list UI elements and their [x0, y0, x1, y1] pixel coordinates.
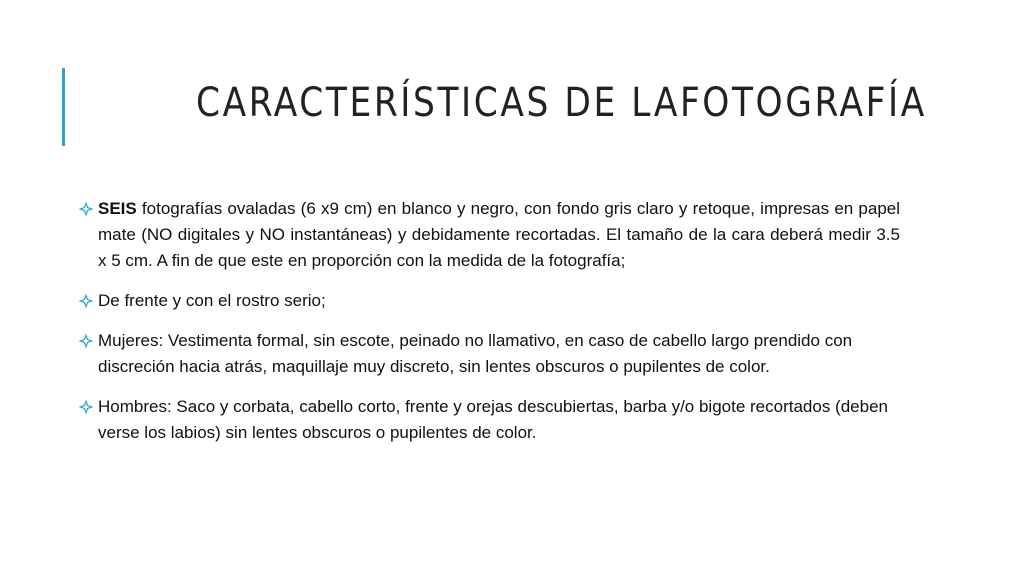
- bullet-item-men: [78, 394, 900, 446]
- diamond-bullet-icon: [78, 196, 96, 222]
- bullet-text: fotografías ovaladas (6 x9 cm) en blanco y negro, con fondo gris claro y retoque, impresas en papel mate (NO digitales y NO instantáneas) y debidamente recortadas. El tamaño de la cara deberá medir 3.5 x 5 cm. A fin de que este en proporción con la medida de la fotografía;: [98, 199, 900, 270]
- bullet-lead-text: SEIS: [98, 199, 137, 218]
- diamond-bullet-icon: [78, 288, 96, 314]
- bullet-item-women: [78, 328, 900, 380]
- bullet-text: De frente y con el rostro serio;: [98, 291, 326, 310]
- title-accent-bar: [62, 68, 65, 146]
- slide-title: CARACTERÍSTICAS DE LAFOTOGRAFÍA: [196, 80, 927, 126]
- bullet-item-front: [78, 288, 900, 314]
- diamond-bullet-icon: [78, 394, 96, 420]
- bullet-text: Mujeres: Vestimenta formal, sin escote, peinado no llamativo, en caso de cabello largo prendido con discreción hacia atrás, maquillaje muy discreto, sin lentes obscuros o pupilentes de color.: [98, 331, 853, 376]
- bullet-item-photos: [78, 196, 900, 274]
- diamond-bullet-icon: [78, 328, 96, 354]
- bullet-list: [78, 196, 900, 460]
- bullet-text: Hombres: Saco y corbata, cabello corto, frente y orejas descubiertas, barba y/o bigote recortados (deben verse los labios) sin lentes obscuros o pupilentes de color.: [98, 397, 888, 442]
